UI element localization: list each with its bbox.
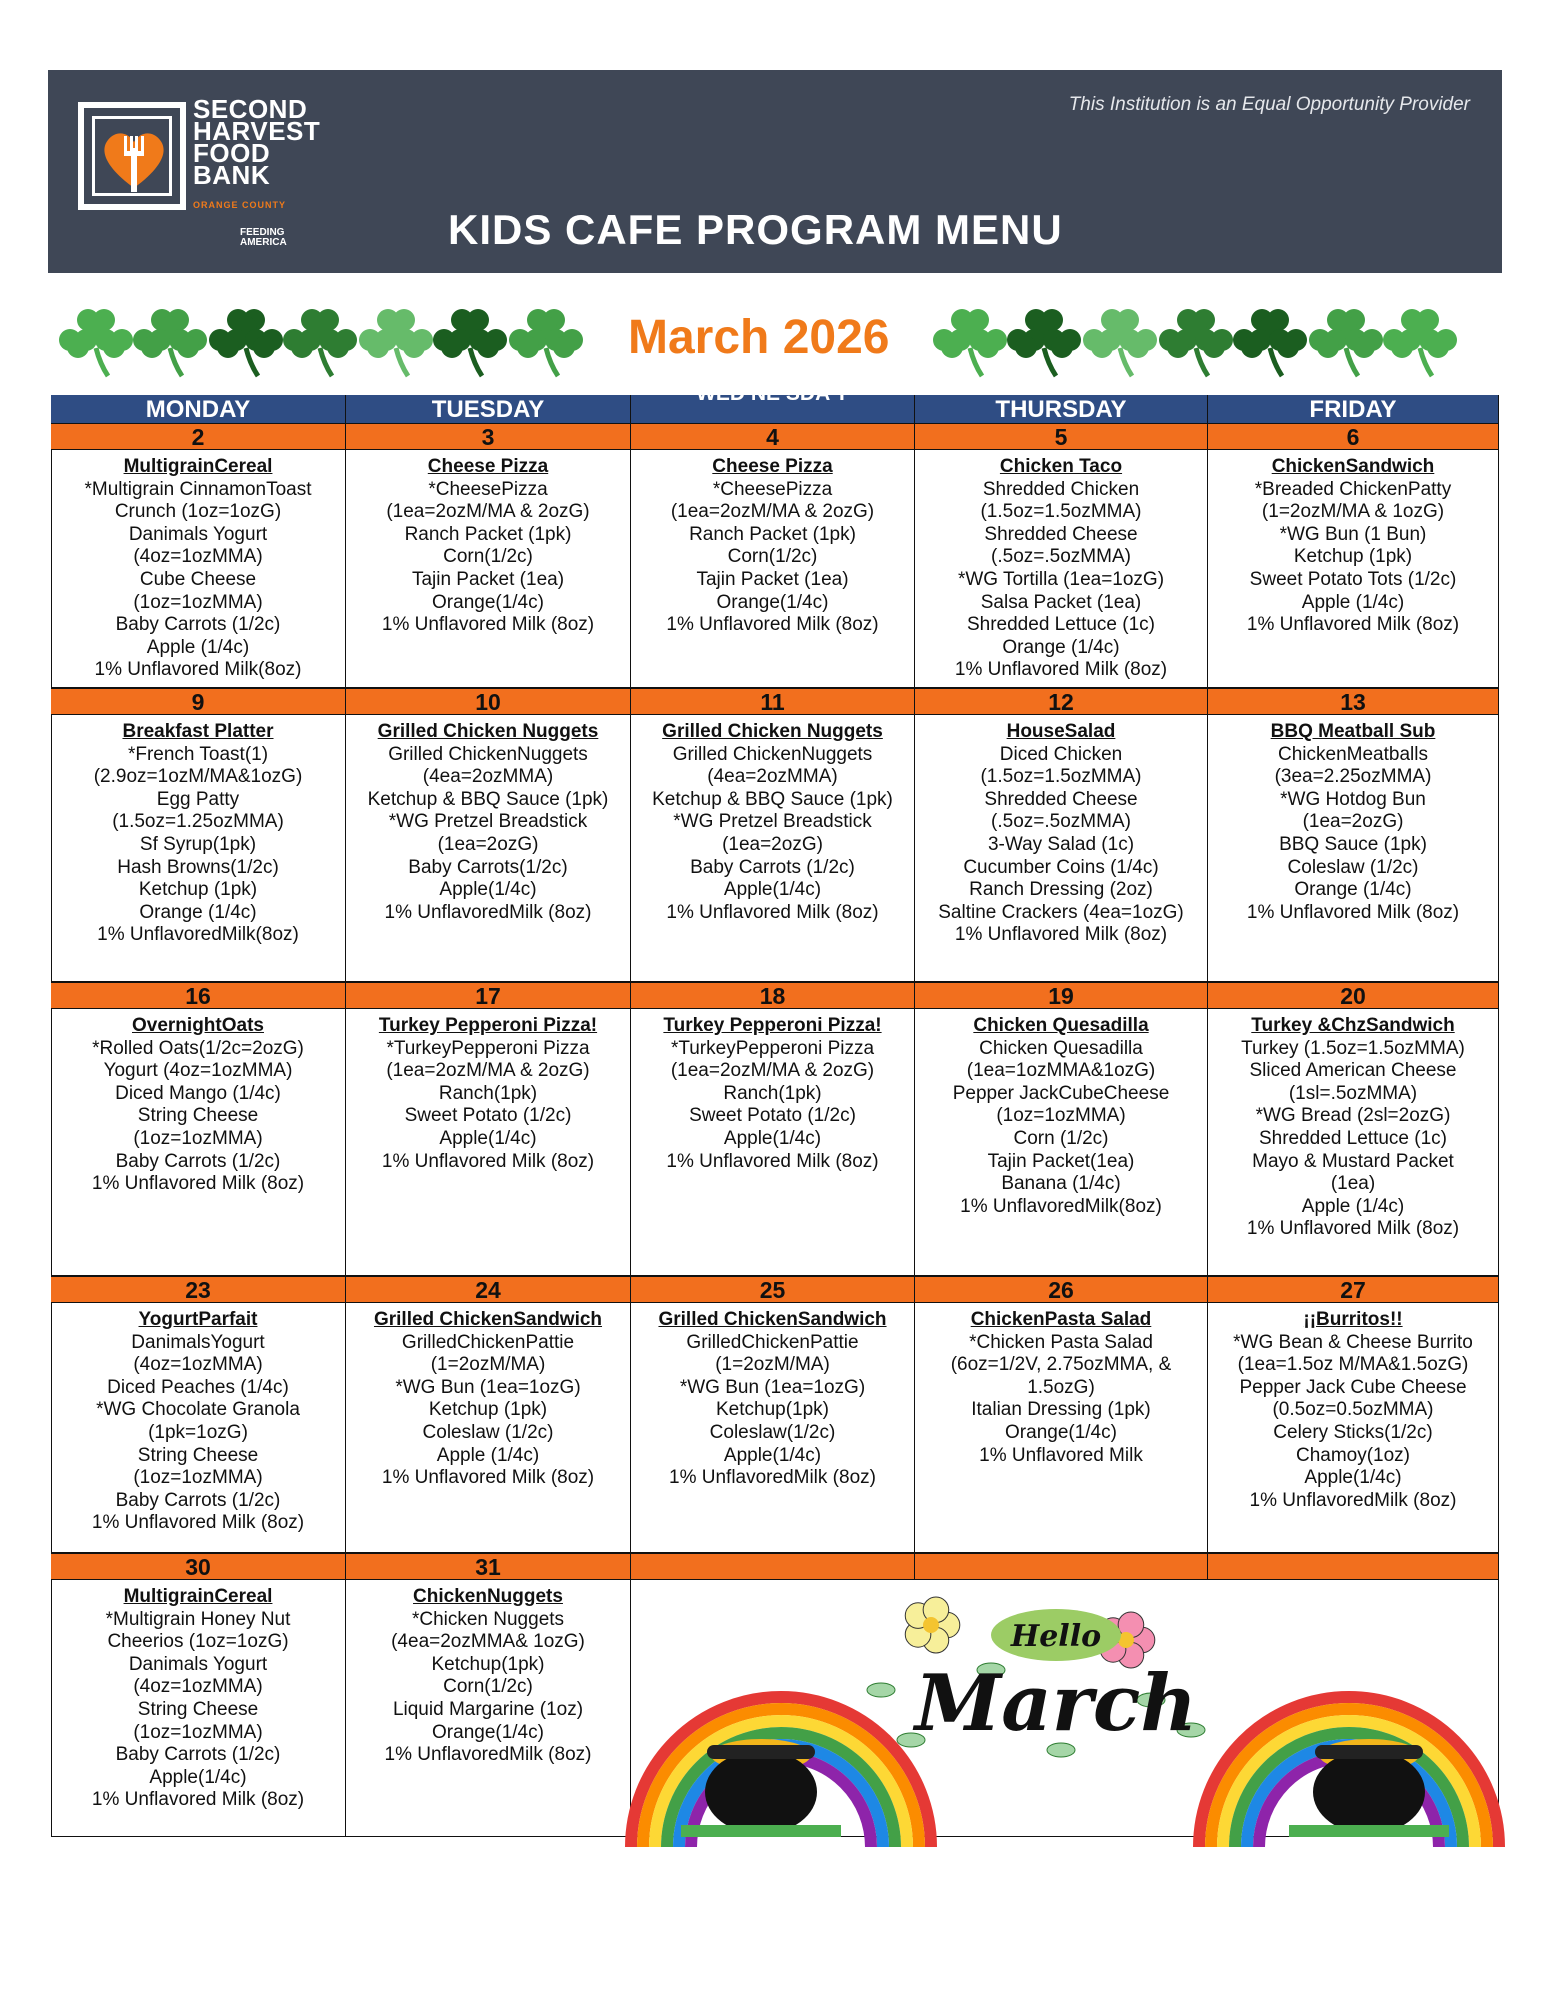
meal-title: Turkey &ChzSandwich xyxy=(1251,1015,1455,1036)
day-number: 27 xyxy=(1208,1276,1499,1303)
menu-cell xyxy=(346,1009,631,1276)
menu-cell xyxy=(1208,450,1499,688)
meal-item: Corn(1/2c) xyxy=(727,546,818,568)
meal-title: ChickenSandwich xyxy=(1271,456,1435,477)
day-header-3: THURSDAY xyxy=(915,395,1208,423)
meal-title: Cheese Pizza xyxy=(427,456,549,477)
month-title: March 2026 xyxy=(628,311,890,364)
meal-item: Apple (1/4c) xyxy=(1301,1195,1405,1217)
shamrock-icon xyxy=(1306,300,1386,380)
day-number: 20 xyxy=(1208,982,1499,1009)
header-banner xyxy=(48,70,1502,273)
shamrock-icon xyxy=(506,300,586,380)
equal-opportunity-notice: This Institution is an Equal Opportunity Provider xyxy=(1068,94,1470,115)
meal-item: Tajin Packet (1ea) xyxy=(696,568,849,590)
meal-item: (1ea=2ozM/MA & 2ozG) xyxy=(386,1060,590,1082)
meal-item: *WG Hotdog Bun xyxy=(1280,788,1426,810)
meal-item: Orange(1/4c) xyxy=(716,591,829,613)
day-header-2 xyxy=(631,382,915,423)
meal-item: Baby Carrots (1/2c) xyxy=(115,1489,281,1511)
meal-item: (1oz=1ozMMA) xyxy=(133,1467,263,1489)
meal-title: Grilled Chicken Nuggets xyxy=(662,721,883,742)
day-number: 12 xyxy=(915,688,1208,715)
shamrock-icon xyxy=(930,300,1010,380)
shamrock-icon xyxy=(356,300,436,380)
meal-item: (4ea=2ozMMA) xyxy=(707,766,838,788)
meal-item: String Cheese xyxy=(137,1105,259,1127)
meal-item: Ketchup (1pk) xyxy=(428,1399,548,1421)
meal-item: Ranch Packet (1pk) xyxy=(689,523,856,545)
meal-item: BBQ Sauce (1pk) xyxy=(1279,833,1427,855)
meal-item: (1ea=2ozG) xyxy=(1302,811,1404,833)
meal-item: (1oz=1ozMMA) xyxy=(133,1127,263,1149)
feeding-america-logo: FEEDING AMERICA xyxy=(240,227,287,248)
meal-item: (4ea=2ozMMA& 1ozG) xyxy=(391,1631,585,1653)
meal-item: 1% Unflavored Milk (8oz) xyxy=(666,614,879,636)
meal-item: (1ea=1ozMMA&1ozG) xyxy=(966,1060,1156,1082)
shamrock-icon xyxy=(1230,300,1310,380)
meal-title: ChickenPasta Salad xyxy=(970,1309,1152,1330)
meal-item: Sweet Potato (1/2c) xyxy=(404,1105,572,1127)
meal-title: Breakfast Platter xyxy=(122,721,274,742)
meal-title: Chicken Quesadilla xyxy=(973,1015,1149,1036)
meal-item: (6oz=1/2V, 2.75ozMMA, & xyxy=(950,1354,1172,1376)
meal-item: *Multigrain Honey Nut xyxy=(105,1608,291,1630)
meal-item: (1ea) xyxy=(1330,1173,1376,1195)
shamrock-icon xyxy=(56,300,136,380)
day-header-0: MONDAY xyxy=(51,395,346,423)
meal-item: Ketchup(1pk) xyxy=(431,1653,545,1675)
day-number: 9 xyxy=(51,688,346,715)
meal-item: Apple(1/4c) xyxy=(149,1766,247,1788)
meal-item: Ketchup & BBQ Sauce (1pk) xyxy=(367,788,609,810)
meal-item: Apple(1/4c) xyxy=(723,1127,822,1149)
meal-item: (1=2ozM/MA) xyxy=(430,1354,546,1376)
meal-item: Apple (1/4c) xyxy=(146,636,250,658)
meal-title: HouseSalad xyxy=(1006,721,1116,742)
meal-item: (1oz=1ozMMA) xyxy=(133,591,263,613)
meal-item: Turkey (1.5oz=1.5ozMMA) xyxy=(1241,1037,1465,1059)
meal-item: 1% Unflavored Milk (8oz) xyxy=(666,1150,879,1172)
meal-item: Hash Browns(1/2c) xyxy=(117,856,279,878)
meal-item: 1% UnflavoredMilk (8oz) xyxy=(384,901,592,923)
day-number xyxy=(631,1553,915,1580)
meal-item: Coleslaw(1/2c) xyxy=(709,1421,836,1443)
hello-text: Hello xyxy=(1010,1619,1102,1654)
menu-cell xyxy=(51,1303,346,1553)
meal-item: 1% Unflavored Milk xyxy=(979,1444,1143,1466)
meal-item: Apple(1/4c) xyxy=(723,879,822,901)
meal-item: (4oz=1ozMMA) xyxy=(133,546,263,568)
day-number: 13 xyxy=(1208,688,1499,715)
meal-item: Ranch Packet (1pk) xyxy=(404,523,572,545)
meal-item: *TurkeyPepperoni Pizza xyxy=(670,1037,875,1059)
meal-item: Pepper JackCubeCheese xyxy=(952,1082,1170,1104)
meal-item: Yogurt (4oz=1ozMMA) xyxy=(103,1060,293,1082)
day-number: 17 xyxy=(346,982,631,1009)
shamrock-icon xyxy=(130,300,210,380)
meal-item: Ketchup(1pk) xyxy=(715,1399,829,1421)
meal-item: 1% Unflavored Milk (8oz) xyxy=(954,659,1168,681)
meal-item: String Cheese xyxy=(137,1698,259,1720)
meal-item: 1% Unflavored Milk (8oz) xyxy=(91,1789,305,1811)
meal-item: (1oz=1ozMMA) xyxy=(996,1105,1126,1127)
meal-item: Diced Chicken xyxy=(999,743,1123,765)
meal-item: (1.5oz=1.25ozMMA) xyxy=(112,811,284,833)
meal-item: *Chicken Pasta Salad xyxy=(969,1331,1153,1353)
menu-cell xyxy=(915,450,1208,688)
shamrock-icon xyxy=(280,300,360,380)
meal-item: Baby Carrots (1/2c) xyxy=(690,856,855,878)
meal-item: Orange (1/4c) xyxy=(1002,636,1120,658)
meal-item: Apple (1/4c) xyxy=(436,1444,540,1466)
meal-item: *WG Chocolate Granola xyxy=(96,1399,300,1421)
meal-item: Salsa Packet (1ea) xyxy=(980,591,1142,613)
day-header-1: TUESDAY xyxy=(346,395,631,423)
meal-item: Baby Carrots (1/2c) xyxy=(115,614,281,636)
meal-item: (1oz=1ozMMA) xyxy=(133,1721,263,1743)
menu-cell xyxy=(346,1303,631,1553)
meal-item: 1% Unflavored Milk(8oz) xyxy=(94,659,302,681)
hello-march-illustration xyxy=(631,1580,1499,1837)
meal-title: Grilled ChickenSandwich xyxy=(373,1309,603,1330)
meal-item: (1pk=1ozG) xyxy=(148,1421,248,1443)
day-number xyxy=(1208,1553,1499,1580)
day-header-4: FRIDAY xyxy=(1208,395,1499,423)
march-text: March xyxy=(914,1658,1198,1749)
meal-item: (3ea=2.25ozMMA) xyxy=(1274,766,1432,788)
meal-item: (1ea=2ozM/MA & 2ozG) xyxy=(670,1060,875,1082)
meal-item: 1% Unflavored Milk (8oz) xyxy=(954,924,1168,946)
meal-item: *WG Tortilla (1ea=1ozG) xyxy=(957,568,1165,590)
meal-item: Apple(1/4c) xyxy=(439,1127,537,1149)
meal-item: Egg Patty xyxy=(156,788,240,810)
meal-item: (0.5oz=0.5ozMMA) xyxy=(1272,1399,1434,1421)
meal-item: *Chicken Nuggets xyxy=(411,1608,565,1630)
meal-item: Danimals Yogurt xyxy=(128,523,268,545)
meal-title: MultigrainCereal xyxy=(123,456,273,477)
meal-item: (1ea=2ozG) xyxy=(722,833,823,855)
menu-calendar xyxy=(51,382,1499,1837)
meal-title: ChickenNuggets xyxy=(413,1586,563,1607)
meal-item: Shredded Cheese xyxy=(984,523,1138,545)
program-title: KIDS CAFE PROGRAM MENU xyxy=(448,206,1063,253)
meal-item: Chicken Quesadilla xyxy=(979,1037,1143,1059)
menu-cell xyxy=(51,715,346,982)
meal-item: (4oz=1ozMMA) xyxy=(133,1354,263,1376)
meal-item: Tajin Packet(1ea) xyxy=(987,1150,1135,1172)
meal-title: BBQ Meatball Sub xyxy=(1270,721,1436,742)
meal-title: MultigrainCereal xyxy=(123,1586,273,1607)
meal-item: Apple(1/4c) xyxy=(1304,1467,1402,1489)
day-number: 31 xyxy=(346,1553,631,1580)
meal-item: *WG Pretzel Breadstick xyxy=(673,811,872,833)
meal-item: Liquid Margarine (1oz) xyxy=(392,1698,584,1720)
meal-item: Chamoy(1oz) xyxy=(1295,1444,1411,1466)
day-number xyxy=(915,1553,1208,1580)
menu-cell xyxy=(915,1009,1208,1276)
meal-item: DanimalsYogurt xyxy=(131,1331,265,1353)
meal-item: Baby Carrots(1/2c) xyxy=(408,856,568,878)
meal-item: *WG Bun (1ea=1ozG) xyxy=(395,1376,581,1398)
meal-item: Sweet Potato Tots (1/2c) xyxy=(1249,568,1457,590)
meal-item: (4oz=1ozMMA) xyxy=(133,1676,263,1698)
meal-item: (1sl=.5ozMMA) xyxy=(1288,1082,1418,1104)
menu-cell xyxy=(915,715,1208,982)
day-number: 25 xyxy=(631,1276,915,1303)
meal-item: Cucumber Coins (1/4c) xyxy=(963,856,1159,878)
menu-cell xyxy=(631,450,915,688)
meal-item: 1% Unflavored Milk (8oz) xyxy=(381,1150,595,1172)
meal-title: Turkey Pepperoni Pizza! xyxy=(663,1015,882,1036)
meal-item: ChickenMeatballs xyxy=(1278,743,1428,765)
menu-cell xyxy=(1208,715,1499,982)
meal-item: 1% Unflavored Milk (8oz) xyxy=(1246,1218,1460,1240)
meal-item: *French Toast(1) xyxy=(127,743,269,765)
menu-cell xyxy=(346,450,631,688)
meal-item: 1% UnflavoredMilk(8oz) xyxy=(960,1195,1162,1217)
meal-title: Turkey Pepperoni Pizza! xyxy=(378,1015,598,1036)
meal-item: Shredded Chicken xyxy=(982,478,1140,500)
meal-item: (1ea=2ozM/MA & 2ozG) xyxy=(670,501,875,523)
meal-item: Ketchup & BBQ Sauce (1pk) xyxy=(652,788,893,810)
meal-title: Chicken Taco xyxy=(999,456,1123,477)
meal-item: Apple(1/4c) xyxy=(439,879,537,901)
meal-item: Baby Carrots (1/2c) xyxy=(115,1150,281,1172)
meal-item: (1=2ozM/MA & 1ozG) xyxy=(1261,501,1445,523)
menu-cell xyxy=(1208,1303,1499,1553)
meal-item: (1.5oz=1.5ozMMA) xyxy=(980,501,1142,523)
meal-item: *WG Pretzel Breadstick xyxy=(388,811,588,833)
meal-item: Sliced American Cheese xyxy=(1249,1060,1457,1082)
meal-item: Diced Peaches (1/4c) xyxy=(107,1376,289,1398)
meal-item: 3-Way Salad (1c) xyxy=(987,833,1135,855)
day-number: 5 xyxy=(915,423,1208,450)
rainbow-pot-icon xyxy=(631,1580,1499,1837)
day-header-label: WED NE SDA Y xyxy=(696,382,849,405)
menu-cell xyxy=(346,1580,631,1837)
shamrock-icon xyxy=(1080,300,1160,380)
meal-item: Orange(1/4c) xyxy=(432,1721,544,1743)
meal-item: Orange(1/4c) xyxy=(1005,1421,1117,1443)
meal-item: Corn(1/2c) xyxy=(443,546,533,568)
meal-item: 1% Unflavored Milk (8oz) xyxy=(1246,614,1460,636)
meal-title: Grilled ChickenSandwich xyxy=(658,1309,887,1330)
food-bank-logo xyxy=(78,102,186,210)
meal-title: OvernightOats xyxy=(132,1015,264,1036)
menu-cell xyxy=(1208,1009,1499,1276)
meal-item: (1ea=2ozM/MA & 2ozG) xyxy=(386,501,590,523)
meal-item: *CheesePizza xyxy=(712,478,833,500)
meal-item: (1.5oz=1.5ozMMA) xyxy=(980,766,1142,788)
meal-item: 1% Unflavored Milk (8oz) xyxy=(666,901,879,923)
meal-item: Grilled ChickenNuggets xyxy=(388,743,588,765)
meal-item: (1=2ozM/MA) xyxy=(715,1354,830,1376)
menu-cell xyxy=(51,450,346,688)
meal-item: Sf Syrup(1pk) xyxy=(139,833,257,855)
meal-item: Ranch(1pk) xyxy=(438,1082,538,1104)
meal-item: Mayo & Mustard Packet xyxy=(1252,1150,1454,1172)
meal-item: Ranch Dressing (2oz) xyxy=(969,879,1153,901)
menu-cell xyxy=(631,715,915,982)
meal-item: Cube Cheese xyxy=(139,568,257,590)
menu-cell xyxy=(346,715,631,982)
meal-title: Cheese Pizza xyxy=(712,456,833,477)
meal-item: Orange (1/4c) xyxy=(1294,879,1412,901)
meal-item: Sweet Potato (1/2c) xyxy=(689,1105,856,1127)
meal-item: Ketchup (1pk) xyxy=(1293,546,1413,568)
meal-item: *Breaded ChickenPatty xyxy=(1254,478,1452,500)
meal-item: (4ea=2ozMMA) xyxy=(422,766,554,788)
meal-item: Orange(1/4c) xyxy=(432,591,544,613)
meal-item: Orange (1/4c) xyxy=(139,901,257,923)
meal-item: Corn (1/2c) xyxy=(1013,1127,1109,1149)
day-number: 23 xyxy=(51,1276,346,1303)
meal-item: Ketchup (1pk) xyxy=(138,879,258,901)
meal-item: 1% UnflavoredMilk (8oz) xyxy=(384,1744,592,1766)
menu-cell xyxy=(631,1303,915,1553)
menu-cell xyxy=(51,1580,346,1837)
meal-item: String Cheese xyxy=(137,1444,259,1466)
meal-item: *WG Bun (1ea=1ozG) xyxy=(679,1376,866,1398)
meal-item: *WG Bun (1 Bun) xyxy=(1279,523,1427,545)
meal-item: Crunch (1oz=1ozG) xyxy=(114,501,282,523)
day-number: 6 xyxy=(1208,423,1499,450)
meal-item: Shredded Lettuce (1c) xyxy=(966,614,1155,636)
meal-item: Coleslaw (1/2c) xyxy=(1287,856,1419,878)
meal-item: Pepper Jack Cube Cheese xyxy=(1239,1376,1467,1398)
day-number: 18 xyxy=(631,982,915,1009)
shamrock-icon xyxy=(1380,300,1460,380)
meal-item: Baby Carrots (1/2c) xyxy=(115,1744,281,1766)
day-number: 24 xyxy=(346,1276,631,1303)
org-subtitle: ORANGE COUNTY xyxy=(193,200,287,210)
org-name: SECOND HARVEST FOOD BANK xyxy=(193,94,321,190)
meal-item: (2.9oz=1ozM/MA&1ozG) xyxy=(93,766,303,788)
day-number: 2 xyxy=(51,423,346,450)
meal-item: Banana (1/4c) xyxy=(1001,1173,1121,1195)
day-number: 10 xyxy=(346,688,631,715)
meal-item: Tajin Packet (1ea) xyxy=(411,568,565,590)
meal-item: *TurkeyPepperoni Pizza xyxy=(386,1037,590,1059)
meal-item: *Rolled Oats(1/2c=2ozG) xyxy=(92,1037,304,1059)
meal-item: *WG Bread (2sl=2ozG) xyxy=(1255,1105,1451,1127)
meal-item: GrilledChickenPattie xyxy=(686,1331,859,1353)
meal-item: Danimals Yogurt xyxy=(128,1653,268,1675)
meal-item: 1% Unflavored Milk (8oz) xyxy=(91,1512,305,1534)
meal-item: (1ea=2ozG) xyxy=(437,833,539,855)
meal-item: Grilled ChickenNuggets xyxy=(672,743,873,765)
meal-item: *CheesePizza xyxy=(428,478,548,500)
meal-item: 1% Unflavored Milk (8oz) xyxy=(91,1173,305,1195)
day-number: 3 xyxy=(346,423,631,450)
menu-cell xyxy=(51,1009,346,1276)
meal-item: Shredded Cheese xyxy=(984,788,1138,810)
meal-item: 1% Unflavored Milk (8oz) xyxy=(381,1467,595,1489)
meal-title: Grilled Chicken Nuggets xyxy=(377,721,599,742)
meal-item: 1% UnflavoredMilk (8oz) xyxy=(1249,1489,1457,1511)
meal-item: *WG Bean & Cheese Burrito xyxy=(1233,1331,1473,1353)
meal-item: (.5oz=.5ozMMA) xyxy=(991,811,1131,833)
day-number: 16 xyxy=(51,982,346,1009)
meal-item: 1% Unflavored Milk (8oz) xyxy=(1246,901,1460,923)
meal-item: GrilledChickenPattie xyxy=(401,1331,575,1353)
shamrock-icon xyxy=(430,300,510,380)
meal-title: YogurtParfait xyxy=(138,1309,258,1330)
meal-item: Saltine Crackers (4ea=1ozG) xyxy=(938,901,1184,923)
day-number: 26 xyxy=(915,1276,1208,1303)
day-number: 19 xyxy=(915,982,1208,1009)
shamrock-icon xyxy=(206,300,286,380)
meal-item: (.5oz=.5ozMMA) xyxy=(991,546,1131,568)
meal-item: Cheerios (1oz=1ozG) xyxy=(107,1631,289,1653)
meal-item: 1% Unflavored Milk (8oz) xyxy=(381,614,595,636)
meal-item: Celery Sticks(1/2c) xyxy=(1273,1421,1433,1443)
meal-item: Italian Dressing (1pk) xyxy=(971,1399,1151,1421)
shamrock-icon xyxy=(1156,300,1236,380)
menu-cell xyxy=(915,1303,1208,1553)
meal-item: Apple(1/4c) xyxy=(723,1444,822,1466)
meal-item: Diced Mango (1/4c) xyxy=(115,1082,281,1104)
day-number: 11 xyxy=(631,688,915,715)
meal-item: 1% UnflavoredMilk(8oz) xyxy=(97,924,299,946)
day-number: 30 xyxy=(51,1553,346,1580)
meal-title: ¡¡Burritos!! xyxy=(1303,1309,1403,1330)
meal-item: (1ea=1.5oz M/MA&1.5ozG) xyxy=(1237,1354,1469,1376)
meal-item: Apple (1/4c) xyxy=(1301,591,1405,613)
heart-fork-icon xyxy=(94,118,174,198)
meal-item: 1.5ozG) xyxy=(1027,1376,1095,1398)
meal-item: Ranch(1pk) xyxy=(723,1082,822,1104)
meal-item: 1% UnflavoredMilk (8oz) xyxy=(669,1467,876,1489)
day-number: 4 xyxy=(631,423,915,450)
meal-item: Corn(1/2c) xyxy=(443,1676,533,1698)
meal-item: Coleslaw (1/2c) xyxy=(422,1421,554,1443)
shamrock-icon xyxy=(1004,300,1084,380)
meal-item: Shredded Lettuce (1c) xyxy=(1258,1127,1447,1149)
menu-cell xyxy=(631,1009,915,1276)
meal-item: *Multigrain CinnamonToast xyxy=(84,478,312,500)
